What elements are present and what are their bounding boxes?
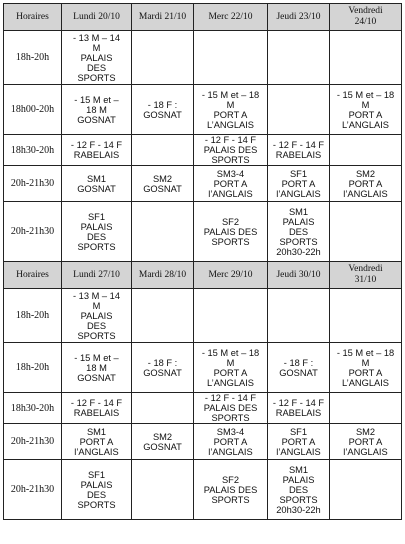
session-text: SM2 GOSNAT — [143, 173, 182, 194]
table-row — [4, 393, 402, 424]
schedule-cell-wednesday — [194, 31, 268, 85]
schedule-cell-thursday — [268, 393, 330, 424]
time-slot — [4, 166, 62, 202]
header-label: Vendredi 31/10 — [348, 264, 383, 285]
header-time — [4, 262, 62, 289]
schedule-cell-thursday — [268, 460, 330, 520]
table-row — [4, 424, 402, 460]
header-friday — [330, 4, 402, 31]
session-text: SF1 PALAIS DES SPORTS — [77, 469, 116, 510]
header-monday — [62, 4, 132, 31]
header-label: Jeudi 23/10 — [276, 11, 321, 22]
schedule-cell-monday — [62, 85, 132, 135]
session-text: - 15 M et – 18 M PORT A L’ANGLAIS — [336, 347, 395, 388]
schedule-cell-thursday — [268, 424, 330, 460]
time-label: 18h-20h — [15, 310, 50, 321]
header-tuesday — [132, 4, 194, 31]
header-label: Vendredi 24/10 — [348, 6, 383, 27]
session-text: - 12 F - 14 F RABELAIS — [70, 140, 123, 160]
schedule-cell-tuesday — [132, 166, 194, 202]
time-slot — [4, 31, 62, 85]
schedule-cell-friday — [330, 166, 402, 202]
schedule-cell-wednesday — [194, 289, 268, 343]
header-wednesday — [194, 262, 268, 289]
table-row — [4, 289, 402, 343]
header-thursday — [268, 4, 330, 31]
schedule-body — [4, 4, 402, 520]
schedule-cell-monday — [62, 289, 132, 343]
schedule-cell-thursday — [268, 166, 330, 202]
header-label: Mardi 21/10 — [138, 11, 187, 22]
schedule-cell-thursday — [268, 135, 330, 166]
header-label: Merc 29/10 — [208, 269, 253, 280]
header-label: Merc 22/10 — [208, 11, 253, 22]
header-monday — [62, 262, 132, 289]
schedule-cell-friday — [330, 31, 402, 85]
session-text: SM1 PORT A l’ANGLAIS — [74, 426, 119, 457]
time-slot — [4, 343, 62, 393]
schedule-cell-wednesday — [194, 424, 268, 460]
session-text: - 15 M et – 18 M PORT A L’ANGLAIS — [201, 89, 260, 130]
session-text: SF2 PALAIS DES SPORTS — [203, 216, 258, 247]
header-label: Horaires — [16, 11, 49, 22]
header-thursday — [268, 262, 330, 289]
session-text: - 12 F - 14 F RABELAIS — [70, 398, 123, 418]
session-text: - 12 F - 14 F PALAIS DES SPORTS — [203, 135, 258, 165]
schedule-cell-monday — [62, 424, 132, 460]
schedule-cell-friday — [330, 135, 402, 166]
schedule-cell-tuesday — [132, 393, 194, 424]
schedule-cell-thursday — [268, 343, 330, 393]
schedule-cell-monday — [62, 393, 132, 424]
schedule-cell-wednesday — [194, 202, 268, 262]
table-row — [4, 31, 402, 85]
time-slot — [4, 85, 62, 135]
time-slot — [4, 460, 62, 520]
table-row — [4, 135, 402, 166]
table-row — [4, 202, 402, 262]
header-label: Mardi 28/10 — [138, 269, 187, 280]
header-label: Jeudi 30/10 — [276, 269, 321, 280]
session-text: - 12 F - 14 F RABELAIS — [272, 140, 325, 160]
table-row — [4, 460, 402, 520]
schedule-cell-thursday — [268, 202, 330, 262]
time-label: 20h-21h30 — [10, 436, 55, 447]
session-text: SM3-4 PORT A l’ANGLAIS — [208, 426, 253, 457]
schedule-cell-tuesday — [132, 460, 194, 520]
week-1-header-row — [4, 4, 402, 31]
time-label: 20h-21h30 — [10, 178, 55, 189]
time-slot — [4, 393, 62, 424]
time-label: 20h-21h30 — [10, 226, 55, 237]
header-tuesday — [132, 262, 194, 289]
week-2-header-row — [4, 262, 402, 289]
time-slot — [4, 202, 62, 262]
session-text: SM2 GOSNAT — [143, 431, 182, 452]
schedule-cell-monday — [62, 460, 132, 520]
session-text: SM2 PORT A l’ANGLAIS — [343, 168, 388, 199]
schedule-cell-friday — [330, 202, 402, 262]
time-slot — [4, 424, 62, 460]
schedule-cell-tuesday — [132, 202, 194, 262]
schedule-cell-tuesday — [132, 289, 194, 343]
schedule-cell-wednesday — [194, 85, 268, 135]
schedule-cell-monday — [62, 135, 132, 166]
session-text: - 13 M – 14 M PALAIS DES SPORTS — [72, 290, 121, 341]
session-text: - 15 M et – 18 M PORT A L’ANGLAIS — [336, 89, 395, 130]
schedule-cell-friday — [330, 85, 402, 135]
time-label: 18h-20h — [15, 362, 50, 373]
schedule-cell-tuesday — [132, 85, 194, 135]
time-label: 20h-21h30 — [10, 484, 55, 495]
schedule-cell-monday — [62, 343, 132, 393]
session-text: SF1 PORT A l’ANGLAIS — [276, 426, 321, 457]
session-text: - 15 M et – 18 M PORT A L’ANGLAIS — [201, 347, 260, 388]
schedule-cell-monday — [62, 166, 132, 202]
schedule-table — [3, 3, 402, 520]
header-label: Horaires — [16, 269, 49, 280]
header-wednesday — [194, 4, 268, 31]
schedule-cell-tuesday — [132, 343, 194, 393]
schedule-cell-wednesday — [194, 135, 268, 166]
schedule-cell-thursday — [268, 85, 330, 135]
session-text: - 18 F : GOSNAT — [143, 99, 182, 120]
session-text: SF1 PALAIS DES SPORTS — [77, 211, 116, 252]
session-text: - 12 F - 14 F RABELAIS — [272, 398, 325, 418]
schedule-cell-friday — [330, 289, 402, 343]
table-row — [4, 343, 402, 393]
session-text: SF2 PALAIS DES SPORTS — [203, 474, 258, 505]
session-text: - 18 F : GOSNAT — [143, 357, 182, 378]
schedule-cell-tuesday — [132, 424, 194, 460]
session-text: - 12 F - 14 F PALAIS DES SPORTS — [203, 393, 258, 423]
time-label: 18h30-20h — [10, 402, 55, 414]
schedule-cell-friday — [330, 460, 402, 520]
session-text: - 15 M et – 18 M GOSNAT — [74, 352, 119, 383]
session-text: - 13 M – 14 M PALAIS DES SPORTS — [72, 32, 121, 83]
schedule-cell-thursday — [268, 289, 330, 343]
schedule-cell-thursday — [268, 31, 330, 85]
schedule-cell-wednesday — [194, 166, 268, 202]
schedule-cell-friday — [330, 343, 402, 393]
header-friday — [330, 262, 402, 289]
schedule-cell-tuesday — [132, 135, 194, 166]
session-text: SM1 GOSNAT — [77, 173, 116, 194]
schedule-cell-wednesday — [194, 343, 268, 393]
table-row — [4, 166, 402, 202]
time-label: 18h30-20h — [10, 144, 55, 156]
session-text: - 18 F : GOSNAT — [279, 357, 318, 378]
session-text: SM1 PALAIS DES SPORTS 20h30-22h — [276, 206, 321, 257]
schedule-cell-friday — [330, 424, 402, 460]
time-label: 18h-20h — [15, 52, 50, 63]
header-label: Lundi 27/10 — [73, 269, 120, 280]
schedule-cell-tuesday — [132, 31, 194, 85]
schedule-cell-wednesday — [194, 393, 268, 424]
table-row — [4, 85, 402, 135]
session-text: SF1 PORT A l’ANGLAIS — [276, 168, 321, 199]
session-text: SM2 PORT A l’ANGLAIS — [343, 426, 388, 457]
time-label: 18h00-20h — [10, 104, 55, 115]
session-text: SM1 PALAIS DES SPORTS 20h30-22h — [276, 464, 321, 515]
header-label: Lundi 20/10 — [73, 11, 120, 22]
schedule-cell-monday — [62, 202, 132, 262]
session-text: - 15 M et – 18 M GOSNAT — [74, 94, 119, 125]
header-time — [4, 4, 62, 31]
schedule-cell-monday — [62, 31, 132, 85]
schedule-cell-friday — [330, 393, 402, 424]
schedule-cell-wednesday — [194, 460, 268, 520]
time-slot — [4, 289, 62, 343]
time-slot — [4, 135, 62, 166]
session-text: SM3-4 PORT A l’ANGLAIS — [208, 168, 253, 199]
